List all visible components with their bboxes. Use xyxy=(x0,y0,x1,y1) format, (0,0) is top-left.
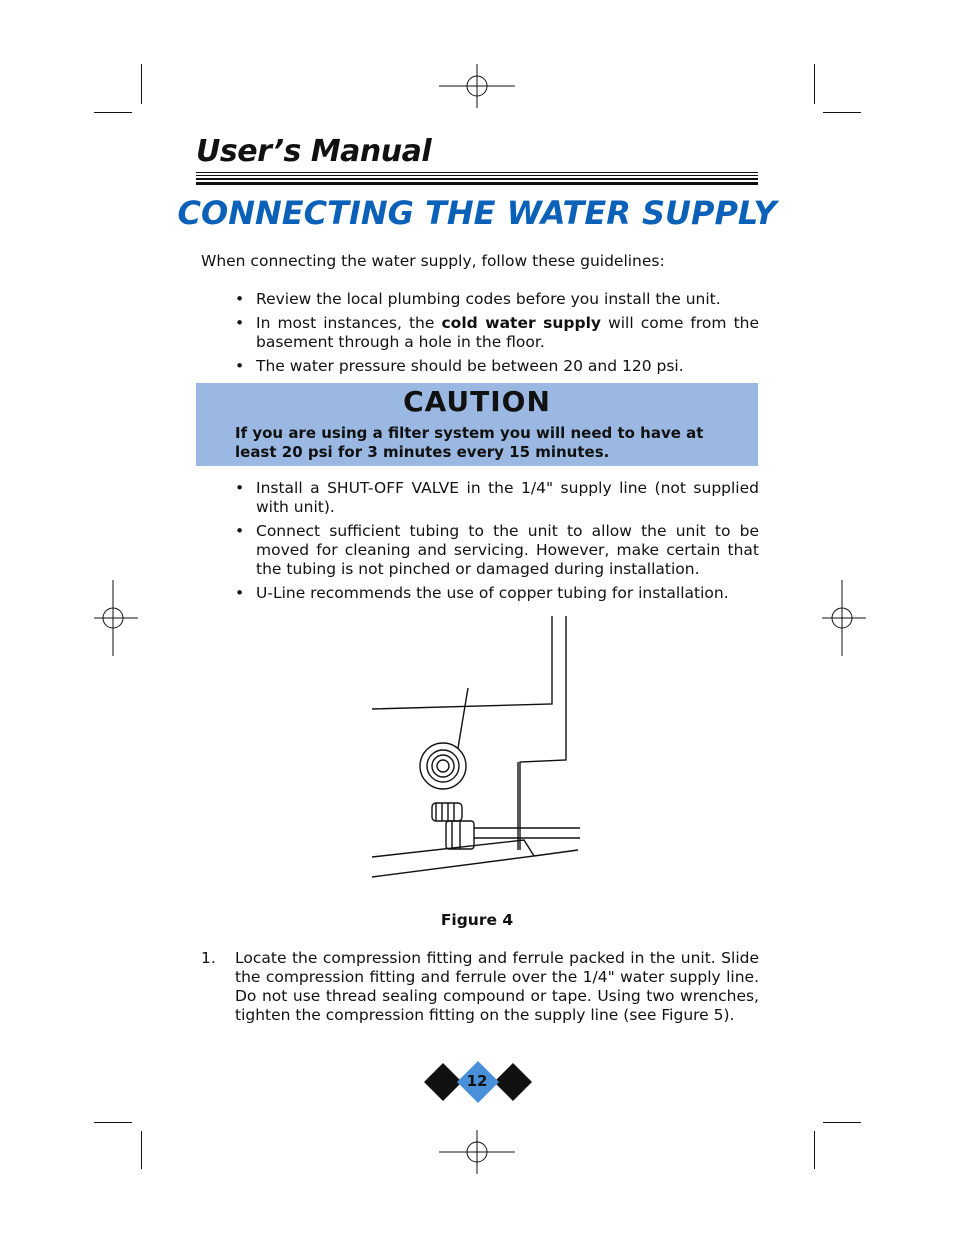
figure-caption: Figure 4 xyxy=(440,911,514,929)
bullet-icon: • xyxy=(235,479,245,497)
list-item xyxy=(235,479,759,517)
list-item-text-before: In most instances, the xyxy=(256,314,442,332)
list-item xyxy=(235,290,759,309)
header-rule xyxy=(196,172,758,187)
list-item xyxy=(235,314,759,352)
list-item-text: Connect sufficient tubing to the unit to allow the unit to be moved for cleaning and servicing. However, make certain that the tubing is not pinched or damaged during installation. xyxy=(256,522,759,578)
crop-mark xyxy=(94,112,132,113)
list-item-emphasis: cold water supply xyxy=(441,314,602,332)
caution-title: CAUTION xyxy=(403,385,551,418)
bullet-icon: • xyxy=(235,584,245,602)
list-item xyxy=(235,584,759,603)
intro-text: When connecting the water supply, follow these guidelines: xyxy=(201,252,665,270)
guidelines-list-top xyxy=(235,290,759,381)
page-number: 12 xyxy=(466,1072,488,1090)
list-item-text: U-Line recommends the use of copper tubing for installation. xyxy=(256,584,729,602)
registration-mark-bottom xyxy=(437,1128,517,1178)
list-item-text-after: will come from the basement through a hole in the floor. xyxy=(256,314,760,351)
section-title: CONNECTING THE WATER SUPPLY xyxy=(177,194,777,232)
list-item xyxy=(235,357,759,376)
list-item xyxy=(235,522,759,579)
registration-mark-left xyxy=(92,578,142,658)
step-text: Locate the compression fitting and ferrule packed in the unit. Slide the compression fitting and ferrule over the 1/4" water supply line. Do not use thread sealing compound or tape. Using two wrenches, tighten the compression fitting on the supply line (see Figure 5). xyxy=(235,949,759,1024)
crop-mark xyxy=(94,1122,132,1123)
caution-box xyxy=(196,383,758,466)
water-supply-illustration xyxy=(368,612,584,882)
caution-text: If you are using a filter system you will need to have at least 20 psi for 3 minutes every 15 minutes. xyxy=(235,424,704,461)
guidelines-list-bottom xyxy=(235,479,759,608)
bullet-icon: • xyxy=(235,290,245,308)
crop-mark xyxy=(141,64,142,104)
crop-mark xyxy=(814,1131,815,1169)
bullet-icon: • xyxy=(235,357,245,375)
crop-mark xyxy=(823,112,861,113)
registration-mark-top xyxy=(437,62,517,112)
bullet-icon: • xyxy=(235,522,245,540)
bullet-icon: • xyxy=(235,314,245,332)
crop-mark xyxy=(814,64,815,104)
crop-mark xyxy=(823,1122,861,1123)
list-item-text: Review the local plumbing codes before you install the unit. xyxy=(256,290,721,308)
list-item-text: The water pressure should be between 20 and 120 psi. xyxy=(256,357,684,375)
registration-mark-right xyxy=(820,578,870,658)
list-item-text: Install a SHUT-OFF VALVE in the 1/4" supply line (not supplied with unit). xyxy=(256,479,759,516)
crop-mark xyxy=(141,1131,142,1169)
manual-title: User’s Manual xyxy=(196,134,432,169)
step-number: 1. xyxy=(201,949,216,967)
